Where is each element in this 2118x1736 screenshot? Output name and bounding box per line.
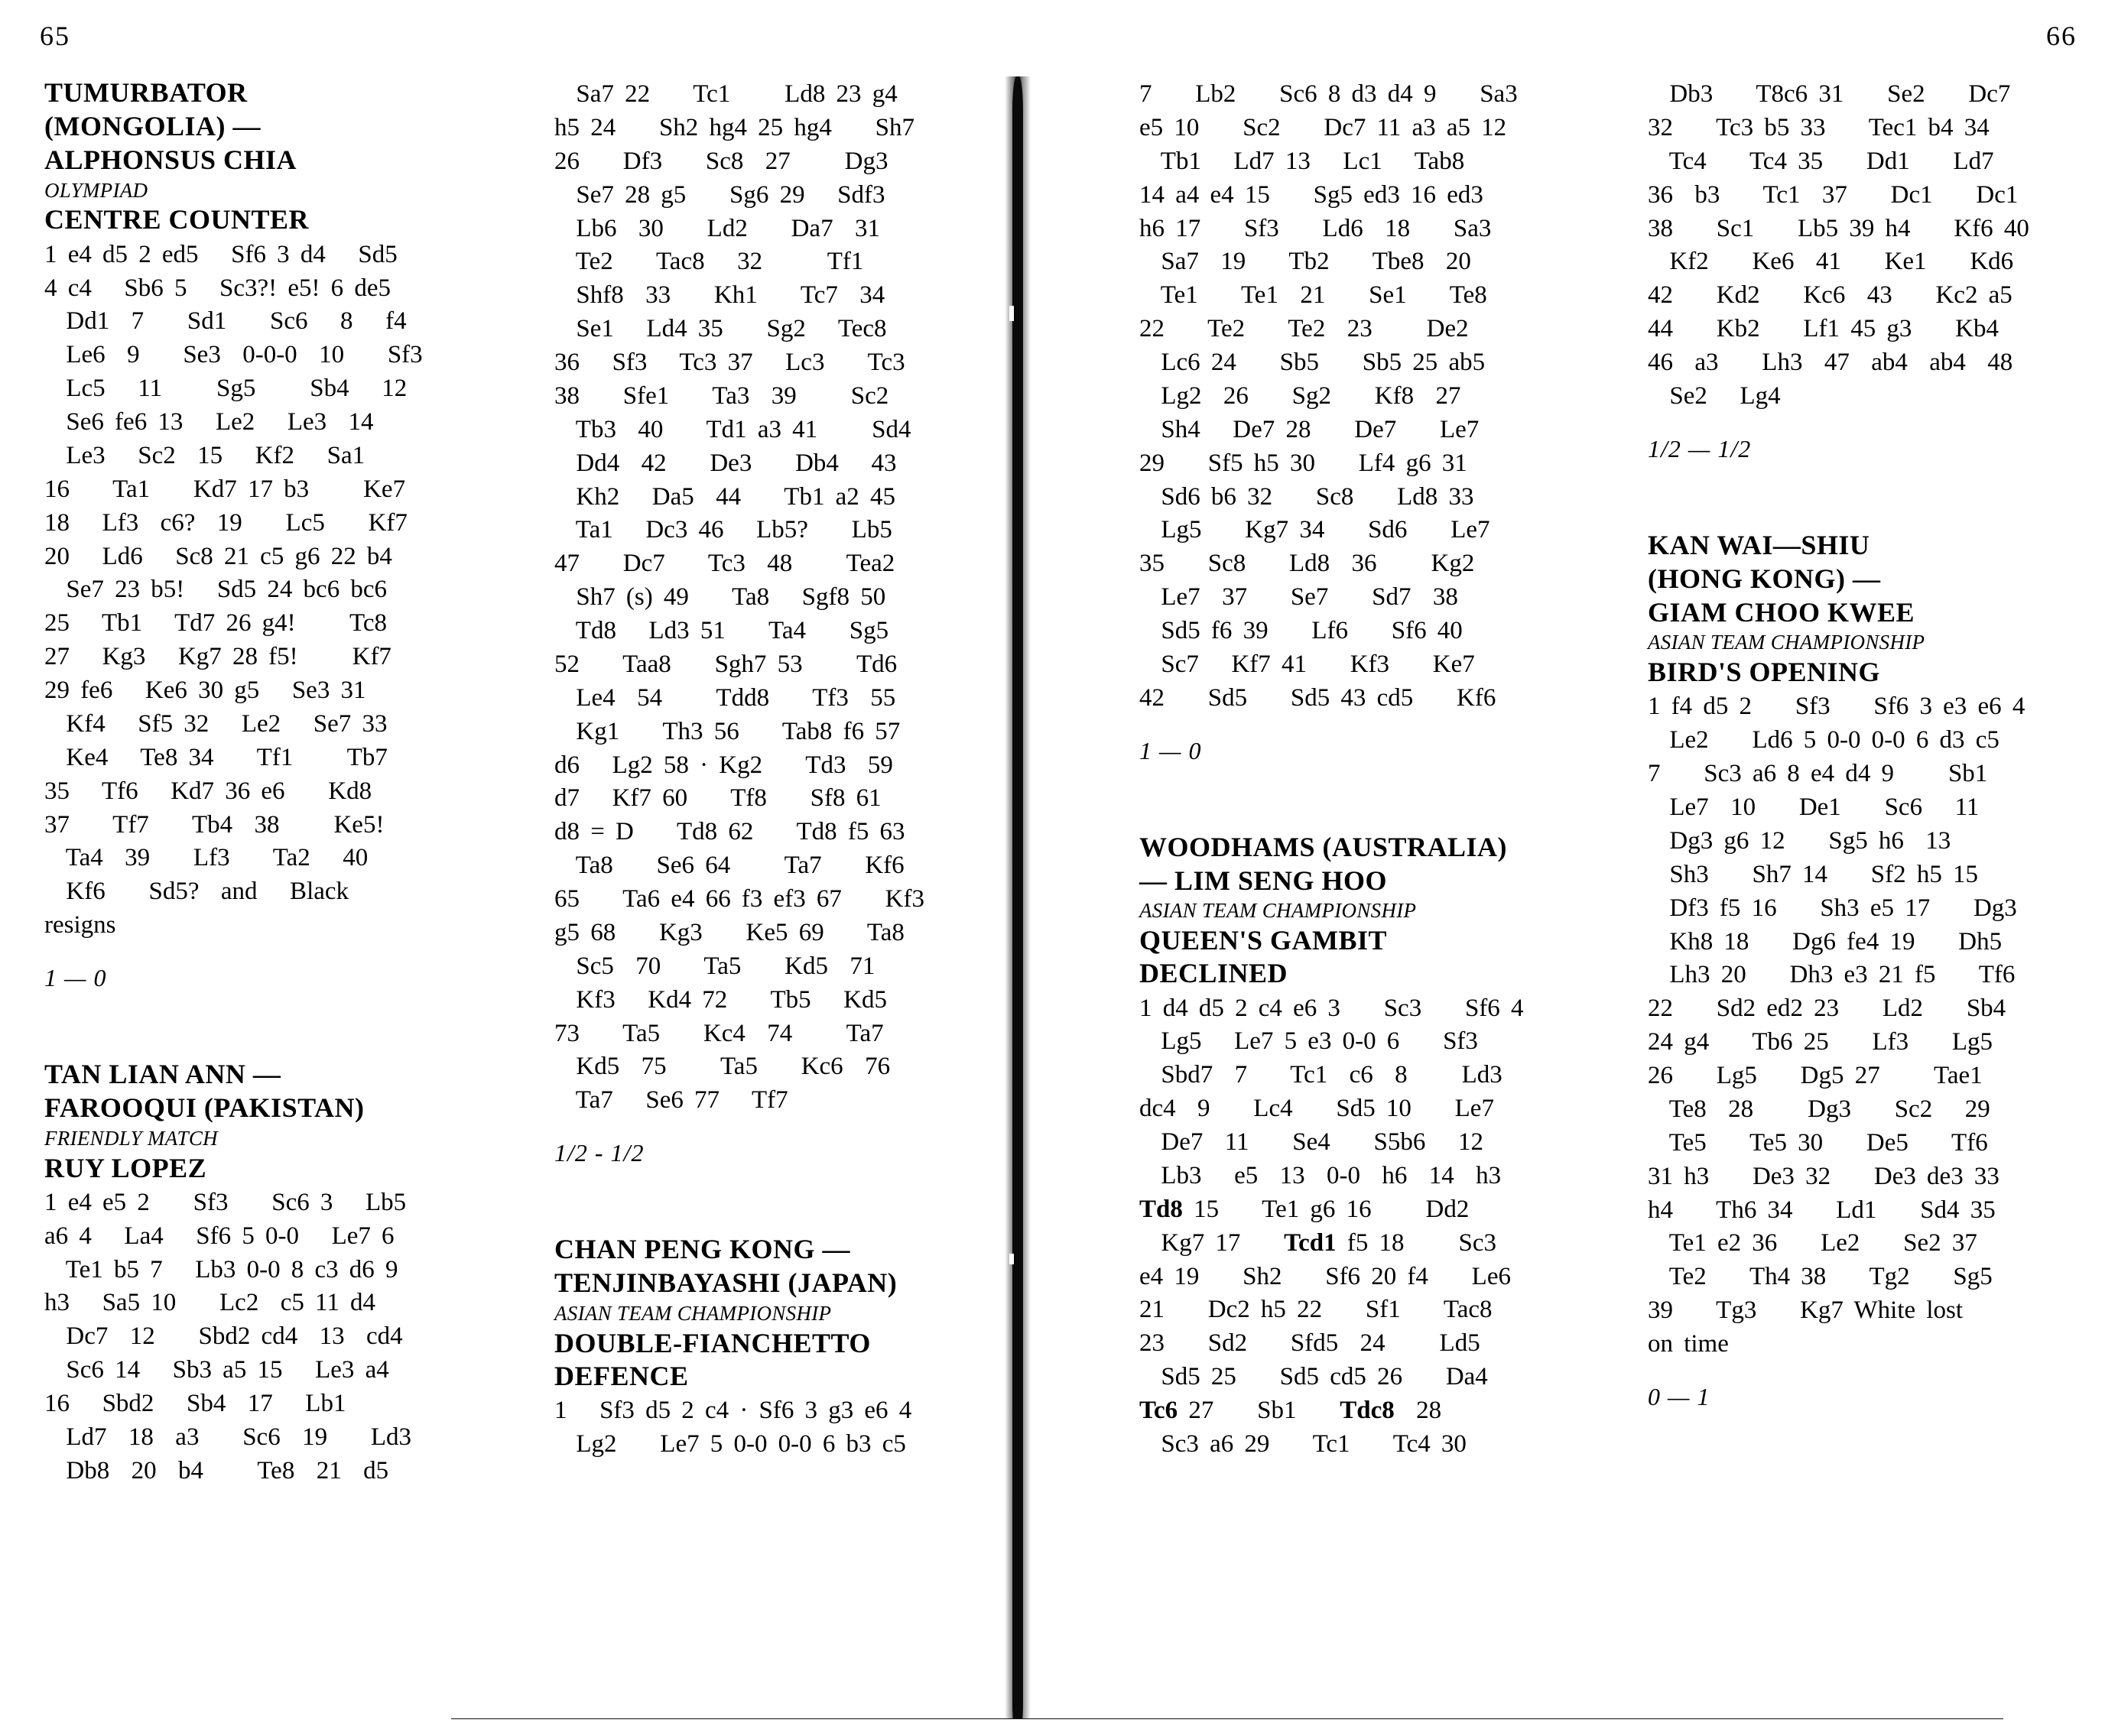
- section-gap: [1648, 463, 2084, 529]
- move-line: Kf2 Ke6 41 Ke1 Kd6: [1648, 248, 2014, 276]
- game-players: [1139, 831, 1575, 898]
- move-line: 44 Kb2 Lf1 45 g3 Kb4: [1648, 315, 1999, 343]
- game-entry: [44, 1058, 480, 1488]
- players-line: FAROOQUI (PAKISTAN): [44, 1092, 365, 1123]
- gutter-gap: [1009, 1254, 1014, 1264]
- game-entry: [1648, 529, 2084, 1411]
- players-line: (HONG KONG) —: [1648, 563, 1881, 594]
- move-line: Tc4 Tc4 35 Dd1 Ld7: [1648, 147, 1994, 175]
- book-gutter-shadow: [994, 76, 1040, 1736]
- move-line: 1 f4 d5 2 Sf3 Sf6 3 e3 e6 4: [1648, 693, 2025, 721]
- move-line: Le7 10 De1 Sc6 11: [1648, 793, 1980, 822]
- move-line: Kf3 Kd4 72 Tb5 Kd5: [554, 985, 888, 1014]
- move-line: 1 d4 d5 2 c4 e6 3 Sc3 Sf6 4: [1139, 994, 1524, 1022]
- game-result: 1 — 0: [44, 964, 107, 992]
- move-line: Df3 f5 16 Sh3 e5 17 Dg3: [1648, 894, 2017, 922]
- players-line: CHAN PENG KONG —: [554, 1234, 851, 1265]
- move-line: Te1 e2 36 Le2 Se2 37: [1648, 1229, 1977, 1257]
- move-line: Kf4 Sf5 32 Le2 Se7 33: [44, 709, 388, 738]
- move-line: Sa7 19 Tb2 Tbe8 20: [1139, 248, 1471, 276]
- move-line: 35 Tf6 Kd7 36 e6 Kd8: [44, 777, 372, 805]
- move-line: Dd4 42 De3 Db4 43: [554, 449, 897, 477]
- move-line: Db3 T8c6 31 Se2 Dc7: [1648, 80, 2011, 108]
- move-line: Le6 9 Se3 0-0-0 10 Sf3: [44, 341, 423, 369]
- text-column-4: [1648, 76, 2084, 1411]
- game-event: FRIENDLY MATCH: [44, 1126, 218, 1150]
- move-line: 16 Ta1 Kd7 17 b3 Ke7: [44, 475, 406, 503]
- game-players: [44, 76, 480, 177]
- move-line: 29 fe6 Ke6 30 g5 Se3 31: [44, 677, 366, 705]
- move-line: Te2 Tac8 32 Tf1: [554, 248, 864, 276]
- move-line: 23 Sd2 Sfd5 24 Ld5: [1139, 1329, 1480, 1358]
- game-entry: [44, 76, 480, 992]
- move-line: Kf6 Sd5? and Black: [44, 878, 349, 906]
- move-line: Sd6 b6 32 Sc8 Ld8 33: [1139, 482, 1474, 511]
- text-column-1: [44, 76, 480, 1488]
- move-line: 1 e4 e5 2 Sf3 Sc6 3 Lb5: [44, 1188, 407, 1216]
- game-moves: [554, 78, 990, 1118]
- move-line: 1 Sf3 d5 2 c4 · Sf6 3 g3 e6 4: [554, 1397, 912, 1425]
- opening-line: DECLINED: [1139, 958, 1288, 989]
- players-line: TENJINBAYASHI (JAPAN): [554, 1267, 898, 1299]
- move-line: Sbd7 7 Tc1 c6 8 Ld3: [1139, 1061, 1502, 1089]
- move-line: 24 g4 Tb6 25 Lf3 Lg5: [1648, 1028, 1993, 1056]
- game-event: ASIAN TEAM CHAMPIONSHIP: [1648, 631, 1925, 654]
- players-line: TUMURBATOR: [44, 77, 248, 108]
- move-line: 18 Lf3 c6? 19 Lc5 Kf7: [44, 508, 408, 537]
- players-line: WOODHAMS (AUSTRALIA): [1139, 831, 1508, 862]
- players-line: GIAM CHOO KWEE: [1648, 596, 1915, 628]
- move-line: Kh2 Da5 44 Tb1 a2 45: [554, 482, 895, 511]
- move-line: Kd5 75 Ta5 Kc6 76: [554, 1053, 891, 1081]
- move-line: Ta7 Se6 77 Tf7: [554, 1086, 788, 1115]
- move-line: 21 Dc2 h5 22 Sf1 Tac8: [1139, 1296, 1493, 1324]
- section-gap: [1139, 765, 1575, 831]
- move-line: Lh3 20 Dh3 e3 21 f5 Tf6: [1648, 961, 2016, 989]
- move-line: 46 a3 Lh3 47 ab4 ab4 48: [1648, 349, 2013, 376]
- move-line: a6 4 La4 Sf6 5 0-0 Le7 6: [44, 1222, 395, 1250]
- move-line: 14 a4 e4 15 Sg5 ed3 16 ed3: [1139, 180, 1483, 209]
- move-line: Se7 28 g5 Sg6 29 Sdf3: [554, 180, 885, 209]
- move-line: 25 Tb1 Td7 26 g4! Tc8: [44, 609, 387, 638]
- move-line: De7 11 Se4 S5b6 12: [1139, 1128, 1483, 1157]
- move-line: 26 Df3 Sc8 27 Dg3: [554, 147, 888, 175]
- move-line: 7 Lb2 Sc6 8 d3 d4 9 Sa3: [1139, 80, 1518, 108]
- move-line: Lb3 e5 13 0-0 h6 14 h3: [1139, 1161, 1502, 1189]
- move-line: Sc7 Kf7 41 Kf3 Ke7: [1139, 650, 1475, 678]
- move-line: h4 Th6 34 Ld1 Sd4 35: [1648, 1196, 1996, 1224]
- move-line: 36 b3 Tc1 37 Dc1 Dc1: [1648, 180, 2019, 209]
- move-line: Te5 Te5 30 De5 Tf6: [1648, 1128, 1988, 1157]
- game-players: [1648, 529, 2084, 630]
- page-bottom-margin: [0, 1719, 2118, 1736]
- move-line: Sh4 De7 28 De7 Le7: [1139, 415, 1480, 443]
- move-line: Tc6 27 Sb1 Tdc8 28: [1139, 1397, 1442, 1425]
- move-line: Ld7 18 a3 Sc6 19 Ld3: [44, 1423, 412, 1451]
- move-line: 37 Tf7 Tb4 38 Ke5!: [44, 810, 385, 839]
- move-line: 7 Sc3 a6 8 e4 d4 9 Sb1: [1648, 760, 1988, 788]
- move-line: Td8 15 Te1 g6 16 Dd2: [1139, 1195, 1470, 1223]
- game-moves: [1648, 78, 2084, 414]
- move-line: Sd5 25 Sd5 cd5 26 Da4: [1139, 1363, 1488, 1391]
- move-line: 65 Ta6 e4 66 f3 ef3 67 Kf3: [554, 885, 924, 913]
- move-line: Le2 Ld6 5 0-0 0-0 6 d3 c5: [1648, 726, 1999, 754]
- move-line: e5 10 Sc2 Dc7 11 a3 a5 12: [1139, 113, 1507, 141]
- move-line: Ke4 Te8 34 Tf1 Tb7: [44, 743, 388, 771]
- move-line: Se2 Lg4: [1648, 381, 1781, 410]
- move-line: 4 c4 Sb6 5 Sc3?! e5! 6 de5: [44, 274, 391, 302]
- move-line: Sc6 14 Sb3 a5 15 Le3 a4: [44, 1356, 389, 1384]
- game-result: 1/2 - 1/2: [554, 1139, 645, 1167]
- move-line: 73 Ta5 Kc4 74 Ta7: [554, 1019, 884, 1047]
- folio-left: 65: [40, 21, 70, 51]
- players-line: (MONGOLIA) —: [44, 110, 261, 141]
- move-line: Sd5 f6 39 Lf6 Sf6 40: [1139, 617, 1463, 644]
- game-moves: [1139, 78, 1575, 715]
- move-line: Le4 54 Tdd8 Tf3 55: [554, 683, 896, 712]
- section-gap: [554, 1167, 990, 1233]
- move-line: 38 Sc1 Lb5 39 h4 Kf6 40: [1648, 214, 2029, 242]
- move-line: Lc5 11 Sg5 Sb4 12: [44, 375, 408, 403]
- players-line: TAN LIAN ANN —: [44, 1059, 281, 1090]
- move-line: Te8 28 Dg3 Sc2 29: [1648, 1095, 1990, 1123]
- gutter-gap: [1009, 306, 1014, 321]
- move-line: 1 e4 d5 2 ed5 Sf6 3 d4 Sd5: [44, 240, 398, 268]
- players-line: ALPHONSUS CHIA: [44, 144, 297, 175]
- move-line: 31 h3 De3 32 De3 de3 33: [1648, 1162, 1999, 1190]
- move-line: h3 Sa5 10 Lc2 c5 11 d4: [44, 1289, 376, 1317]
- move-line: Lb6 30 Ld2 Da7 31: [554, 214, 880, 242]
- game-opening: [44, 1152, 480, 1185]
- move-line: Lg2 Le7 5 0-0 0-0 6 b3 c5: [554, 1429, 906, 1458]
- move-line: Tb1 Ld7 13 Lc1 Tab8: [1139, 147, 1465, 175]
- game-entry: [1139, 831, 1575, 1462]
- move-line: g5 68 Kg3 Ke5 69 Ta8: [554, 918, 905, 946]
- players-line: — LIM SENG HOO: [1139, 865, 1388, 896]
- move-line: Dg3 g6 12 Sg5 h6 13: [1648, 826, 1951, 855]
- text-column-2: [554, 76, 990, 1462]
- move-line: e4 19 Sh2 Sf6 20 f4 Le6: [1139, 1262, 1511, 1290]
- game-players: [554, 1233, 990, 1300]
- move-line: Td8 Ld3 51 Ta4 Sg5: [554, 617, 889, 644]
- move-line: Dc7 12 Sbd2 cd4 13 cd4: [44, 1322, 403, 1351]
- move-line: Lg5 Le7 5 e3 0-0 6 Sf3: [1139, 1027, 1478, 1056]
- move-line: 29 Sf5 h5 30 Lf4 g6 31: [1139, 449, 1467, 477]
- gutter-core: [1012, 76, 1023, 1736]
- game-moves: [44, 1186, 480, 1488]
- move-line: h5 24 Sh2 hg4 25 hg4 Sh7: [554, 113, 914, 141]
- move-line: Sc3 a6 29 Tc1 Tc4 30: [1139, 1429, 1467, 1458]
- game-opening: [554, 1327, 990, 1393]
- game-moves: [1139, 992, 1575, 1462]
- move-line: Sa7 22 Tc1 Ld8 23 g4: [554, 80, 898, 108]
- move-line: Le7 37 Se7 Sd7 38: [1139, 583, 1458, 612]
- section-gap: [44, 992, 480, 1058]
- game-entry-continuation: [554, 78, 990, 1167]
- game-players: [44, 1058, 480, 1125]
- players-line: KAN WAI—SHIU: [1648, 529, 1870, 560]
- move-line: d6 Lg2 58 · Kg2 Td3 59: [554, 751, 893, 779]
- opening-line: DOUBLE-FIANCHETTO: [554, 1327, 871, 1358]
- text-column-3: [1139, 76, 1575, 1462]
- move-line: Sh7 (s) 49 Ta8 Sgf8 50: [554, 583, 886, 612]
- move-line: 27 Kg3 Kg7 28 f5! Kf7: [44, 643, 391, 671]
- move-line: 52 Taa8 Sgh7 53 Td6: [554, 650, 898, 678]
- game-event: ASIAN TEAM CHAMPIONSHIP: [554, 1301, 832, 1325]
- move-line: Dd1 7 Sd1 Sc6 8 f4: [44, 307, 407, 336]
- move-line: 38 Sfe1 Ta3 39 Sc2: [554, 381, 889, 410]
- game-moves: [44, 238, 480, 943]
- game-entry-continuation: [1648, 78, 2084, 463]
- move-line: Kg7 17 Tcd1 f5 18 Sc3: [1139, 1228, 1496, 1257]
- move-line: Ta4 39 Lf3 Ta2 40: [44, 844, 369, 872]
- move-line: 16 Sbd2 Sb4 17 Lb1: [44, 1390, 346, 1418]
- move-line: d8 = D Td8 62 Td8 f5 63: [554, 818, 905, 846]
- move-line: 35 Sc8 Ld8 36 Kg2: [1139, 550, 1475, 578]
- move-line: resigns: [44, 911, 116, 939]
- move-line: Kg1 Th3 56 Tab8 f6 57: [554, 717, 901, 745]
- game-opening: [44, 203, 480, 236]
- move-line: 20 Ld6 Sc8 21 c5 g6 22 b4: [44, 542, 392, 570]
- move-line: 47 Dc7 Tc3 48 Tea2: [554, 550, 895, 578]
- folio-right: 66: [2046, 21, 2077, 51]
- game-opening: [1139, 924, 1575, 990]
- move-line: 22 Sd2 ed2 23 Ld2 Sb4: [1648, 995, 2006, 1023]
- move-line: on time: [1648, 1330, 1729, 1358]
- move-line: Te1 b5 7 Lb3 0-0 8 c3 d6 9: [44, 1255, 398, 1283]
- move-line: d7 Kf7 60 Tf8 Sf8 61: [554, 784, 882, 813]
- move-line: Ta8 Se6 64 Ta7 Kf6: [554, 852, 905, 880]
- opening-line: DEFENCE: [554, 1360, 689, 1391]
- move-line: Lg2 26 Sg2 Kf8 27: [1139, 381, 1461, 410]
- move-line: Sc5 70 Ta5 Kd5 71: [554, 952, 875, 980]
- move-line: Lc6 24 Sb5 Sb5 25 ab5: [1139, 349, 1486, 376]
- move-line: 39 Tg3 Kg7 White lost: [1648, 1296, 1964, 1325]
- move-line: Lg5 Kg7 34 Sd6 Le7: [1139, 516, 1490, 544]
- move-line: Tb3 40 Td1 a3 41 Sd4: [554, 415, 911, 443]
- move-line: Shf8 33 Kh1 Tc7 34: [554, 281, 885, 310]
- game-result: 1/2 — 1/2: [1648, 434, 1752, 462]
- move-line: Ta1 Dc3 46 Lb5? Lb5: [554, 516, 892, 544]
- game-entry-continuation: [1139, 78, 1575, 765]
- game-result: 1 — 0: [1139, 736, 1202, 764]
- opening-line: CENTRE COUNTER: [44, 204, 310, 235]
- move-line: dc4 9 Lc4 Sd5 10 Le7: [1139, 1095, 1494, 1123]
- move-line: 42 Kd2 Kc6 43 Kc2 a5: [1648, 281, 2012, 310]
- move-line: Se7 23 b5! Sd5 24 bc6 bc6: [44, 576, 388, 604]
- opening-line: QUEEN'S GAMBIT: [1139, 925, 1388, 956]
- two-page-spread: [0, 76, 2118, 1690]
- move-line: Kh8 18 Dg6 fe4 19 Dh5: [1648, 927, 2003, 956]
- game-event: OLYMPIAD: [44, 178, 148, 202]
- game-opening: [1648, 656, 2084, 689]
- move-line: Te1 Te1 21 Se1 Te8: [1139, 281, 1487, 310]
- move-line: 26 Lg5 Dg5 27 Tae1: [1648, 1062, 1983, 1090]
- opening-line: BIRD'S OPENING: [1648, 657, 1881, 688]
- move-line: Sh3 Sh7 14 Sf2 h5 15: [1648, 860, 1979, 888]
- game-entry: [554, 1233, 990, 1462]
- move-line: h6 17 Sf3 Ld6 18 Sa3: [1139, 214, 1492, 242]
- move-line: Te2 Th4 38 Tg2 Sg5: [1648, 1263, 1993, 1291]
- move-line: 36 Sf3 Tc3 37 Lc3 Tc3: [554, 349, 905, 376]
- move-line: 42 Sd5 Sd5 43 cd5 Kf6: [1139, 683, 1496, 712]
- game-result: 0 — 1: [1648, 1382, 1710, 1410]
- move-line: Se1 Ld4 35 Sg2 Tec8: [554, 315, 887, 343]
- move-line: 22 Te2 Te2 23 De2: [1139, 315, 1469, 343]
- game-moves: [554, 1394, 990, 1462]
- move-line: 32 Tc3 b5 33 Tec1 b4 34: [1648, 113, 1990, 141]
- move-line: Le3 Sc2 15 Kf2 Sa1: [44, 441, 365, 469]
- game-moves: [1648, 690, 2084, 1361]
- move-line: Db8 20 b4 Te8 21 d5: [44, 1456, 389, 1485]
- move-line: Se6 fe6 13 Le2 Le3 14: [44, 408, 374, 436]
- opening-line: RUY LOPEZ: [44, 1152, 207, 1183]
- game-event: ASIAN TEAM CHAMPIONSHIP: [1139, 899, 1417, 923]
